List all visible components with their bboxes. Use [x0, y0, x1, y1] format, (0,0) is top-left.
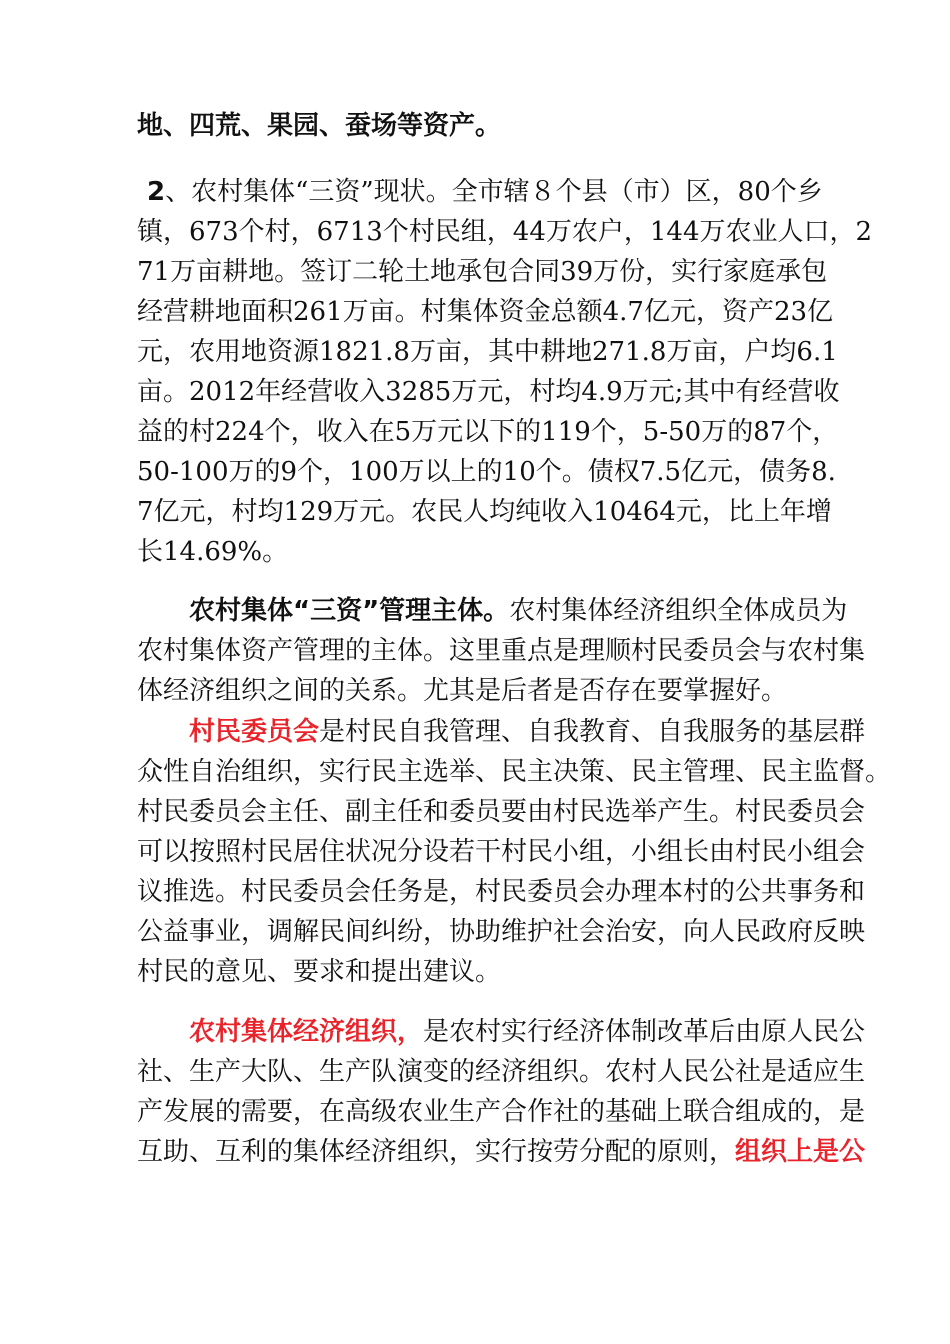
- highlight-term: 农村集体经济组织，: [189, 1017, 424, 1047]
- text-line: 长14.69%。: [137, 537, 289, 567]
- text-span: 、农村集体“三资”现状。全市辖８个县（市）区，80个乡: [165, 177, 823, 207]
- text-line: 元，农用地资源1821.8万亩，其中耕地271.8万亩，户均6.1: [137, 337, 838, 367]
- highlight-term: 村民委员会: [189, 717, 320, 747]
- text-line: 村民委员会主任、副主任和委员要由村民选举产生。村民委员会: [137, 797, 866, 827]
- text-line: 议推选。村民委员会任务是，村民委员会办理本村的公共事务和: [137, 877, 866, 907]
- text-line: 众性自治组织，实行民主选举、民主决策、民主管理、民主监督。: [137, 757, 892, 787]
- section-heading: 农村集体“三资”管理主体。: [189, 596, 510, 626]
- text-line: 产发展的需要，在高级农业生产合作社的基础上联合组成的，是: [137, 1097, 866, 1127]
- text-span: 互助、互利的集体经济组织，实行按劳分配的原则，: [137, 1137, 736, 1167]
- text-line: 50-100万的9个，100万以上的10个。债权7.5亿元，债务8.: [137, 457, 836, 487]
- text-line: [189, 717, 889, 747]
- text-line: 地、四荒、果园、蚕场等资产。: [137, 111, 502, 141]
- text-span: 是村民自我管理、自我教育、自我服务的基层群: [319, 717, 866, 747]
- text-line: 亩。2012年经营收入3285万元，村均4.9万元;其中有经营收: [137, 377, 840, 407]
- text-line: 公益事业，调解民间纠纷，协助维护社会治安，向人民政府反映: [137, 917, 866, 947]
- text-span: 农村集体经济组织全体成员为: [509, 596, 848, 626]
- text-line: 经营耕地面积261万亩。村集体资金总额4.7亿元，资产23亿: [137, 297, 834, 327]
- text-line: 71万亩耕地。签订二轮土地承包合同39万份，实行家庭承包: [137, 257, 828, 287]
- text-line: 镇，673个村，6713个村民组，44万农户，144万农业人口，2: [137, 217, 873, 247]
- text-line: 7亿元，村均129万元。农民人均纯收入10464元，比上年增: [137, 497, 832, 527]
- text-line: 体经济组织之间的关系。尤其是后者是否存在要掌握好。: [137, 676, 788, 706]
- text-line: [189, 596, 889, 626]
- text-span: 是农村实行经济体制改革后由原人民公: [423, 1017, 866, 1047]
- text-line: 益的村224个，收入在5万元以下的119个，5-50万的87个，: [137, 417, 839, 447]
- text-line: 农村集体资产管理的主体。这里重点是理顺村民委员会与农村集: [137, 636, 866, 666]
- text-line: [147, 177, 847, 207]
- text-line: [137, 1137, 866, 1167]
- text-line: [189, 1017, 889, 1047]
- highlight-term: 组织上是公: [735, 1137, 866, 1167]
- item-number: 2: [147, 177, 166, 207]
- text-line: 可以按照村民居住状况分设若干村民小组，小组长由村民小组会: [137, 837, 866, 867]
- text-line: 社、生产大队、生产队演变的经济组织。农村人民公社是适应生: [137, 1057, 866, 1087]
- text-line: 村民的意见、要求和提出建议。: [137, 957, 502, 987]
